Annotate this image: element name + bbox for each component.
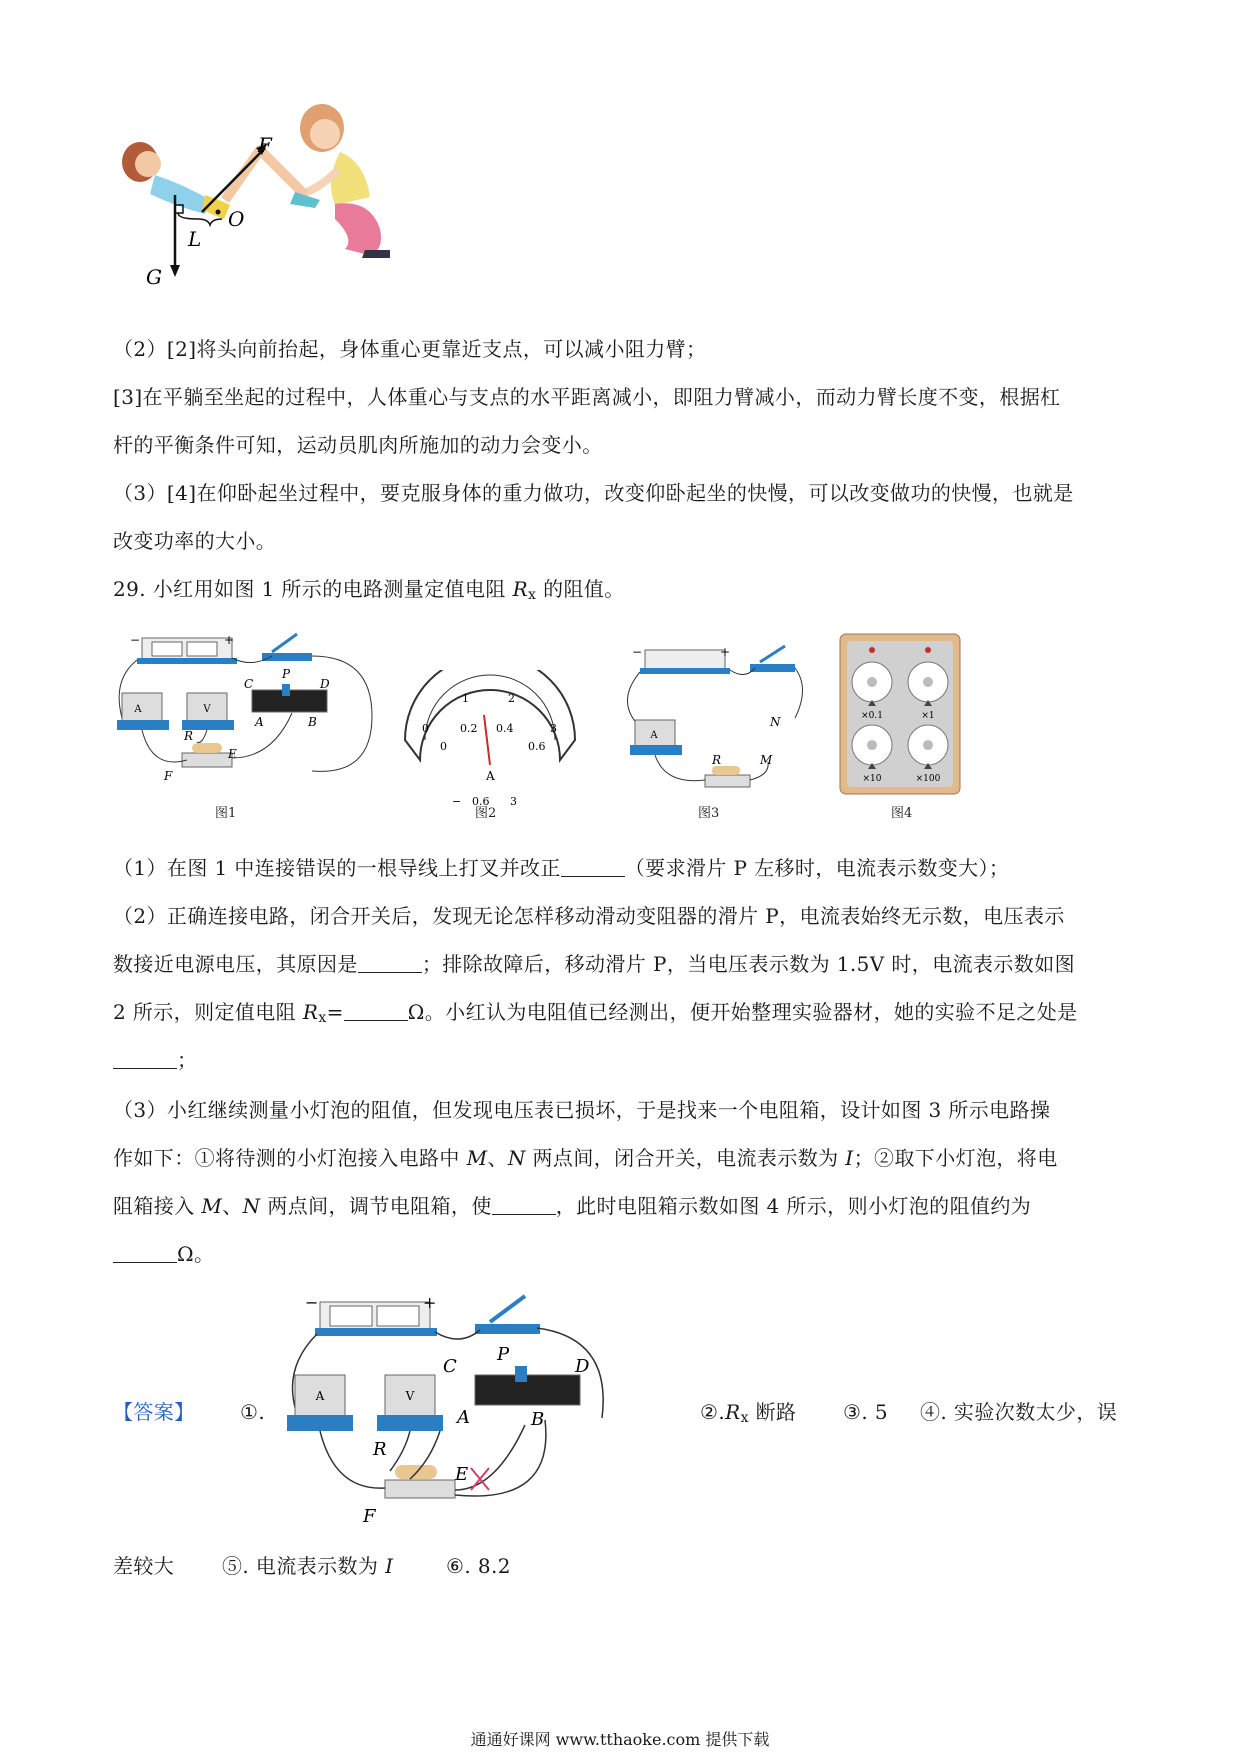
svg-text:P: P [497,1344,510,1365]
helper-shirt-icon [331,152,370,205]
svg-text:E: E [455,1464,469,1485]
question-29-part3-line4: Ω。 [113,1230,1133,1278]
answer-4-continued: 差较大 [113,1554,175,1578]
label-F: F [258,133,272,157]
resistor-Rx-icon [385,1480,455,1498]
svg-text:D: D [575,1356,590,1377]
svg-text:A: A [650,730,658,741]
svg-text:0.2: 0.2 [460,722,478,735]
force-F-arrow [202,148,265,212]
question-29-part3-line2: 作如下：①将待测的小灯泡接入电路中 M、N 两点间，闭合开关，电流表示数为 I；②取下小灯泡，将电 [113,1146,1058,1170]
svg-text:R: R [712,753,722,767]
svg-text:C: C [443,1356,457,1377]
svg-text:C: C [244,677,254,691]
figure-1-circuit [112,628,382,788]
label-L: L [188,227,202,251]
figure-3-caption: 图3 [698,806,720,821]
question-29-part3-line1: （3）小红继续测量小灯泡的阻值，但发现电压表已损坏，于是找来一个电阻箱，设计如图 3 所示电路操 [113,1098,1051,1122]
svg-text:R: R [373,1439,387,1460]
answer-q2b-line1: [3]在平躺至坐起的过程中，人体重心与支点的水平距离减小，即阻力臂减小，而动力臂长度不变，根据杠 [113,385,1061,409]
svg-text:V: V [203,704,211,715]
question-29-part2-line4: ； [113,1036,1133,1084]
svg-text:F: F [164,769,173,783]
figure-2-caption: 图2 [475,806,497,821]
answer-q3-line2: 改变功率的大小。 [113,529,277,553]
page-footer: 通通好课网 www.tthaoke.com 提供下载 [470,1730,770,1749]
dial-needle-icon [484,715,490,765]
svg-text:×100: ×100 [915,774,941,784]
svg-text:A: A [486,769,495,783]
situp-lever-figure [110,100,450,290]
battery-icon [645,650,725,670]
figure-4-caption: 图4 [891,806,913,821]
figure-2-ammeter-dial [400,670,580,810]
svg-text:2: 2 [508,692,515,705]
question-29-part2-line1: （2）正确连接电路，闭合开关后，发现无论怎样移动滑动变阻器的滑片 P，电流表始终无示数，电压表示 [113,904,1065,928]
svg-text:N: N [770,715,781,729]
answer-q2b-line2: 杆的平衡条件可知，运动员肌肉所施加的动力会变小。 [113,433,603,457]
answer-1: ①. [240,1400,266,1424]
svg-text:P: P [282,667,291,681]
answer-q2-line: （2）[2]将头向前抬起，身体重心更靠近支点，可以减小阻力臂； [113,337,707,361]
svg-text:R: R [184,729,194,743]
svg-text:−: − [632,645,643,659]
label-O: O [228,207,245,231]
svg-text:A: A [134,704,142,715]
answer-5: ⑤. 电流表示数为 I [222,1554,394,1578]
svg-text:A: A [255,715,264,729]
resistor-Rx-icon [182,753,232,767]
rheostat-icon [475,1375,580,1405]
svg-text:+: + [224,633,235,647]
svg-text:B: B [531,1409,545,1430]
svg-text:−: − [452,795,462,808]
resistor-R-icon [705,775,750,787]
ammeter-icon [122,693,162,723]
question-29-part1: （1）在图 1 中连接错误的一根导线上打叉并改正 （要求滑片 P 左移时，电流表示数变大）； [113,856,1010,880]
svg-text:−: − [305,1293,319,1312]
svg-text:D: D [320,677,330,691]
question-29-title: 29. 小红用如图 1 所示的电路测量定值电阻 $R_x$ 的阻值。 [113,577,625,603]
svg-text:3: 3 [510,795,517,808]
answer-tag: 【答案】 [113,1400,195,1424]
svg-text:−: − [130,633,141,647]
svg-text:+: + [720,645,731,659]
answer-2: $②.R_x$ 断路 [700,1400,797,1426]
svg-text:V: V [405,1389,415,1403]
svg-text:B: B [308,715,317,729]
question-29-part3-line3: 阻箱接入 M、N 两点间，调节电阻箱，使 ，此时电阻箱示数如图 4 所示，则小灯泡的阻值约为 [113,1194,1032,1218]
svg-text:0: 0 [440,740,447,753]
answer-corrected-circuit [275,1290,635,1530]
svg-text:A: A [315,1389,325,1403]
question-29-part2-line3: 2 所示，则定值电阻 $R_x= \Omega$。小红认为电阻值已经测出，便开始整理实验器材，她的实验不足之处是 [113,1000,1078,1026]
switch-icon [750,664,795,672]
svg-text:×1: ×1 [921,711,935,721]
answer-6: ⑥. 8.2 [446,1554,511,1578]
figure-4-resistance-box [838,632,962,797]
switch-icon [475,1324,540,1334]
dial-face-icon [405,670,575,760]
svg-text:0.4: 0.4 [496,722,514,735]
svg-text:0.6: 0.6 [472,795,490,808]
svg-text:+: + [423,1293,437,1312]
svg-text:F: F [363,1506,376,1527]
svg-text:×0.1: ×0.1 [861,711,883,721]
figure-3-circuit [610,640,810,800]
svg-text:0.6: 0.6 [528,740,546,753]
helper-pants-icon [335,203,381,254]
question-29-part2-line2: 数接近电源电压，其原因是 ；排除故障后，移动滑片 P，当电压表示数为 1.5V 时，电流表示数如图 [113,952,1075,976]
svg-text:×10: ×10 [862,774,882,784]
figure-1-caption: 图1 [215,806,237,821]
answer-3: ③. 5 [843,1400,888,1424]
label-G: G [146,265,162,289]
answer-4: ④. 实验次数太少，误 [920,1400,1118,1424]
svg-text:A: A [457,1407,470,1428]
svg-text:0: 0 [422,722,429,735]
svg-text:M: M [760,753,773,767]
svg-text:1: 1 [462,692,469,705]
svg-text:E: E [228,747,237,761]
athlete-shirt-icon [150,175,210,214]
answer-q3-line1: （3）[4]在仰卧起坐过程中，要克服身体的重力做功，改变仰卧起坐的快慢，可以改变做功的快慢，也就是 [113,481,1074,505]
svg-text:3: 3 [550,722,557,735]
